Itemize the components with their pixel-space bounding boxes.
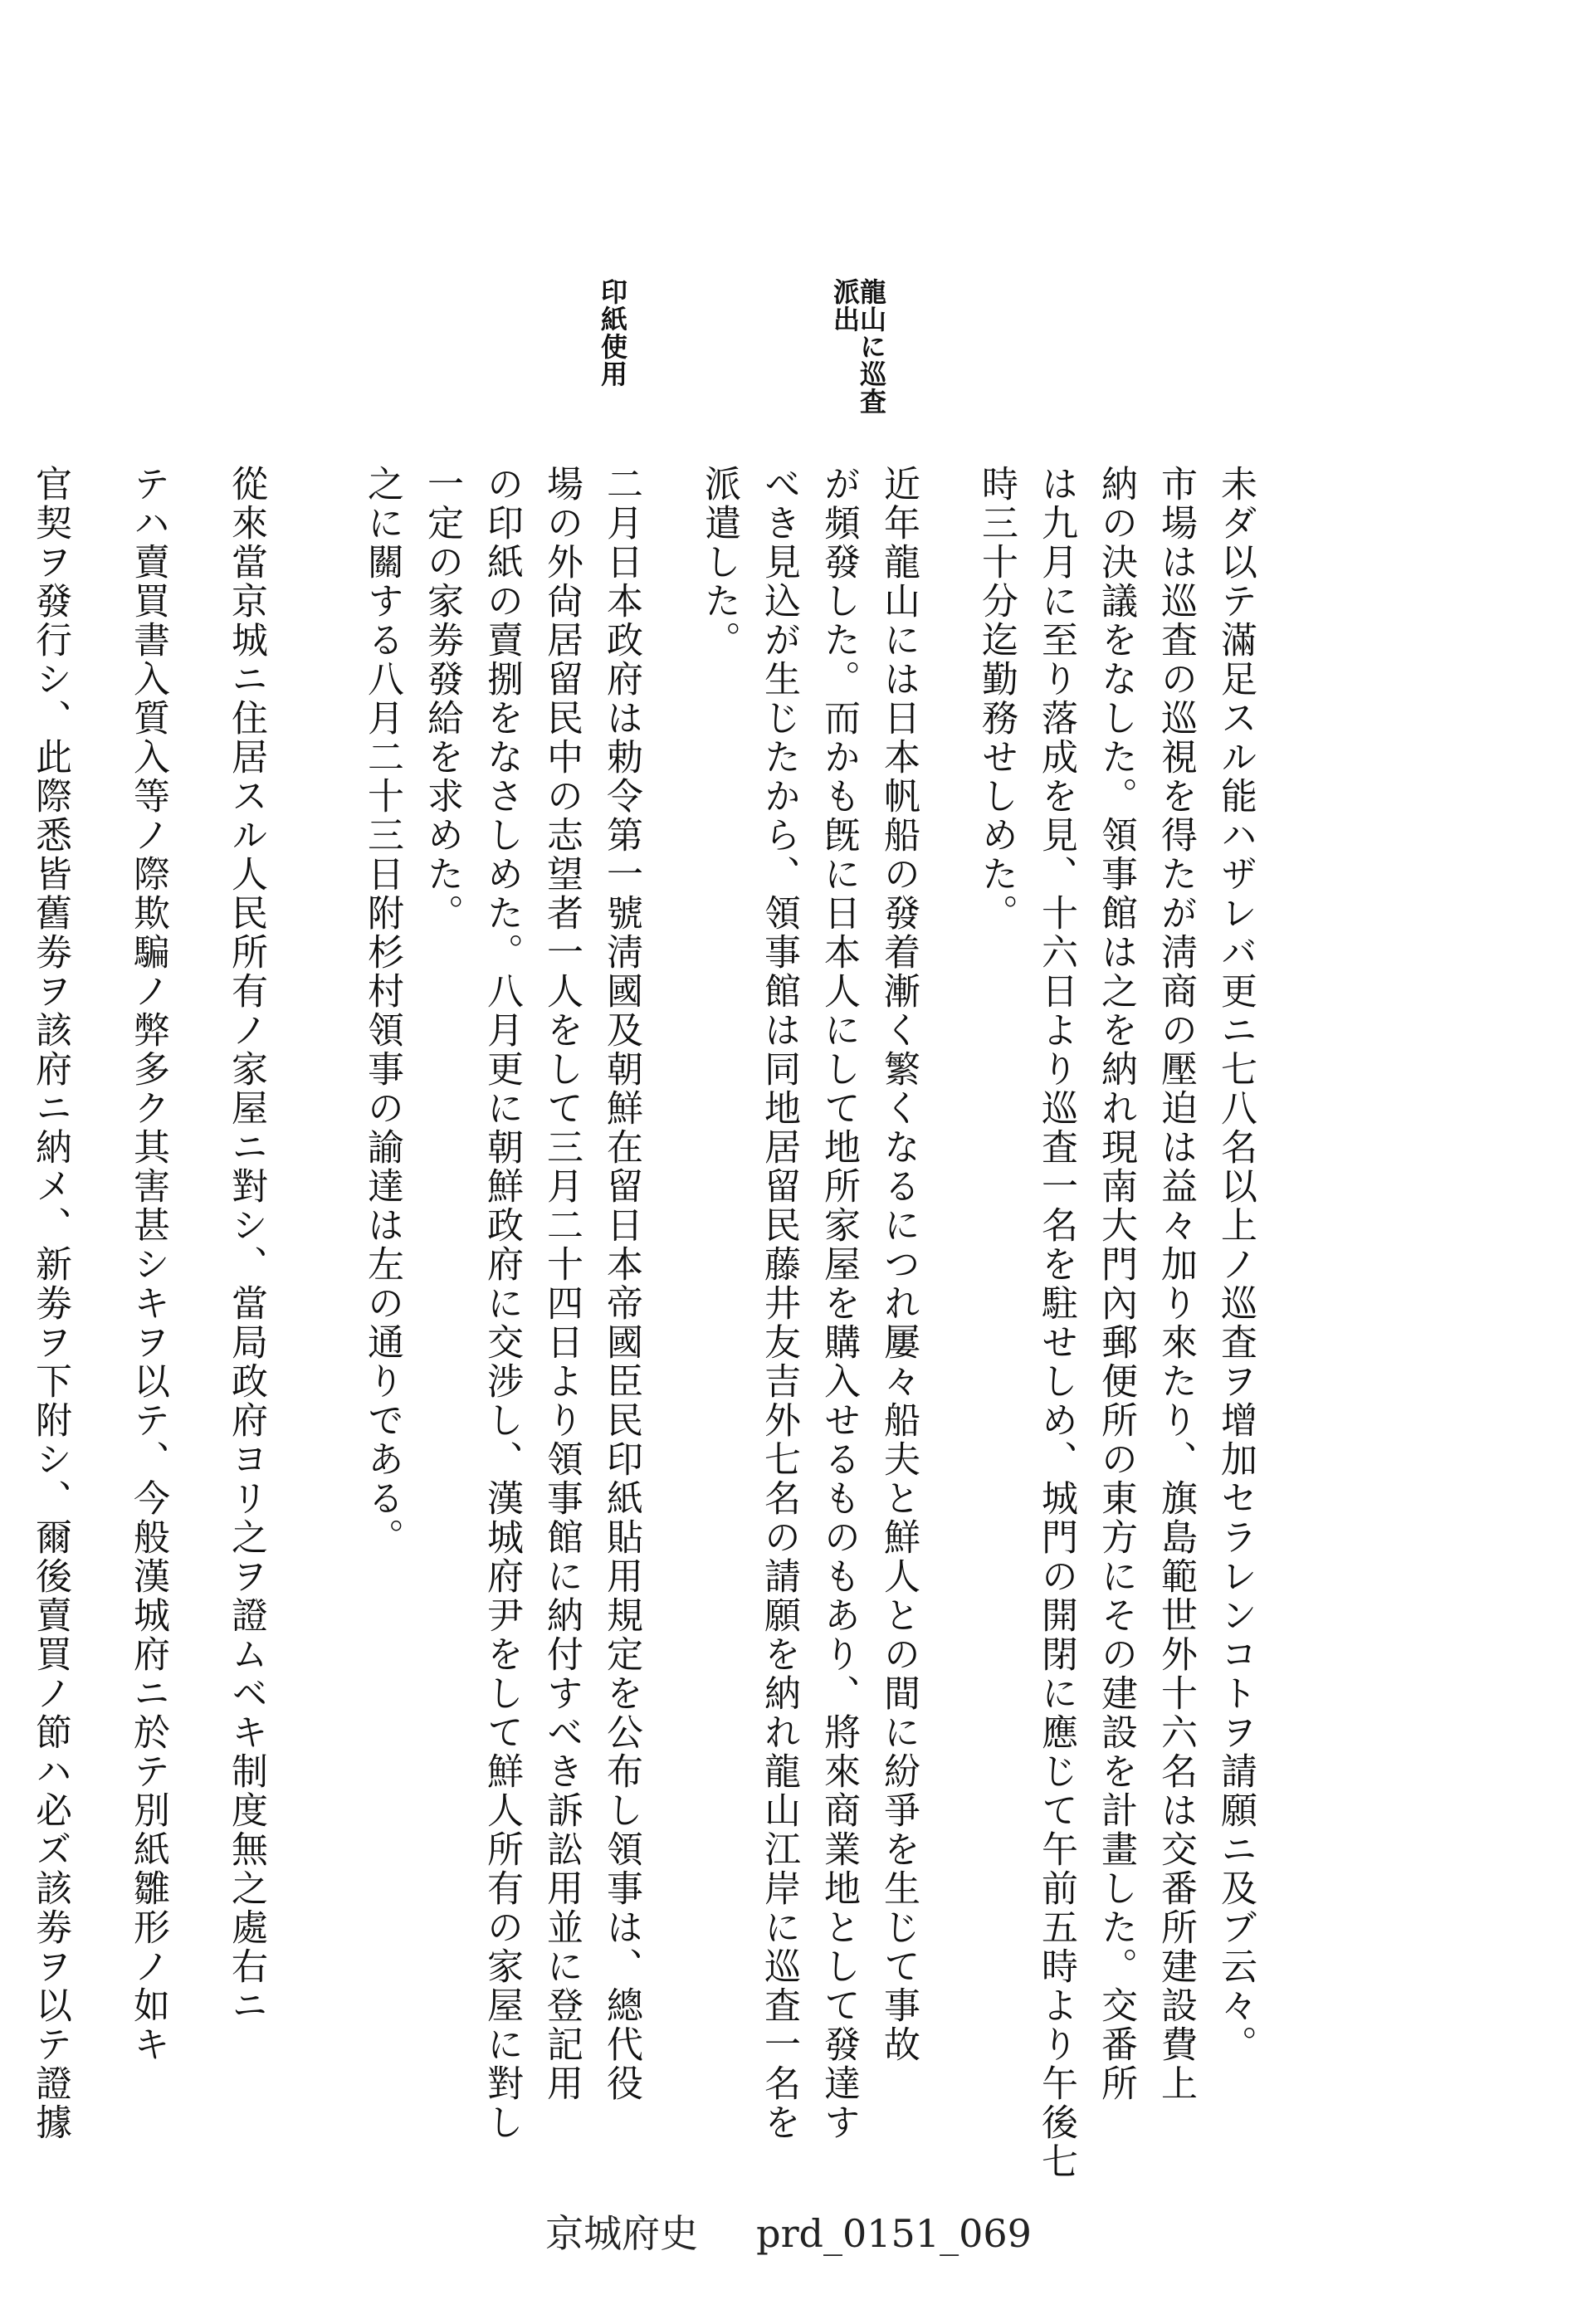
text-column: 之に關する八月二十三日附杉村領事の諭達は左の通りである。 <box>361 465 403 1557</box>
text-column: 時三十分迄勤務せしめた。 <box>975 465 1018 933</box>
text-column: 納の決議をなした。領事館は之を納れ現南大門內郵便所の東方にその建設を計畫した。交番所 <box>1095 465 1137 2103</box>
text-column: 近年龍山には日本帆船の發着漸く繁くなるにつれ屢々船夫と鮮人との間に紛爭を生じて事故 <box>877 465 920 2064</box>
text-column: 未ダ以テ滿足スル能ハザレバ更ニ七八名以上ノ巡査ヲ增加セラレンコトヲ請願ニ及ブ云々。 <box>1214 465 1257 2064</box>
text-column: 二月日本政府は勅令第一號淸國及朝鮮在留日本帝國臣民印紙貼用規定を公布し領事は、總代役 <box>600 465 642 2103</box>
margin-note-line: 派出 <box>829 278 861 333</box>
text-column: の印紙の賣捌をなさしめた。八月更に朝鮮政府に交涉し、漢城府尹をして鮮人所有の家屋に對し <box>481 465 523 2142</box>
margin-note-ryuzan-police <box>829 278 887 415</box>
margin-note-revenue-stamp <box>599 278 626 388</box>
footer-page-code: prd_0151_069 <box>756 2211 1032 2256</box>
margin-note-line: 龍山に巡査 <box>856 278 887 415</box>
text-column: は九月に至り落成を見、十六日より巡査一名を駐せしめ、城門の開閉に應じて午前五時より午後七 <box>1035 465 1077 2181</box>
margin-note-line: 印紙使用 <box>597 278 628 388</box>
text-column: 官契ヲ發行シ、此際悉皆舊劵ヲ該府ニ納メ、新劵ヲ下附シ、爾後賣買ノ節ハ必ズ該劵ヲ以テ證據 <box>29 465 71 2142</box>
text-column: 一定の家劵發給を求めた。 <box>421 465 463 933</box>
text-column: 從來當京城ニ住居スル人民所有ノ家屋ニ對シ、當局政府ヨリ之ヲ證ムベキ制度無之處右ニ <box>225 465 267 2025</box>
text-column: が頻發した。而かも旣に日本人にして地所家屋を購入せるものもあり、將來商業地として發達す <box>818 465 860 2142</box>
body-text <box>29 465 1303 2181</box>
page-footer <box>0 2204 1577 2258</box>
text-column: 市場は巡査の巡視を得たが淸商の壓迫は益々加り來たり、旗島範世外十六名は交番所建設費上 <box>1155 465 1197 2103</box>
text-column: 派遣した。 <box>698 465 740 660</box>
text-column: 場の外尙居留民中の志望者一人をして三月二十四日より領事館に納付すべき訴訟用並に登記用 <box>540 465 583 2103</box>
text-column: テハ賣買書入質入等ノ際欺騙ノ弊多ク其害甚シキヲ以テ、今般漢城府ニ於テ別紙雛形ノ如キ <box>127 465 169 2064</box>
text-column: べき見込が生じたから、領事館は同地居留民藤井友吉外七名の請願を納れ龍山江岸に巡査一名を <box>758 465 800 2142</box>
footer-title: 京城府史 <box>545 2211 699 2256</box>
